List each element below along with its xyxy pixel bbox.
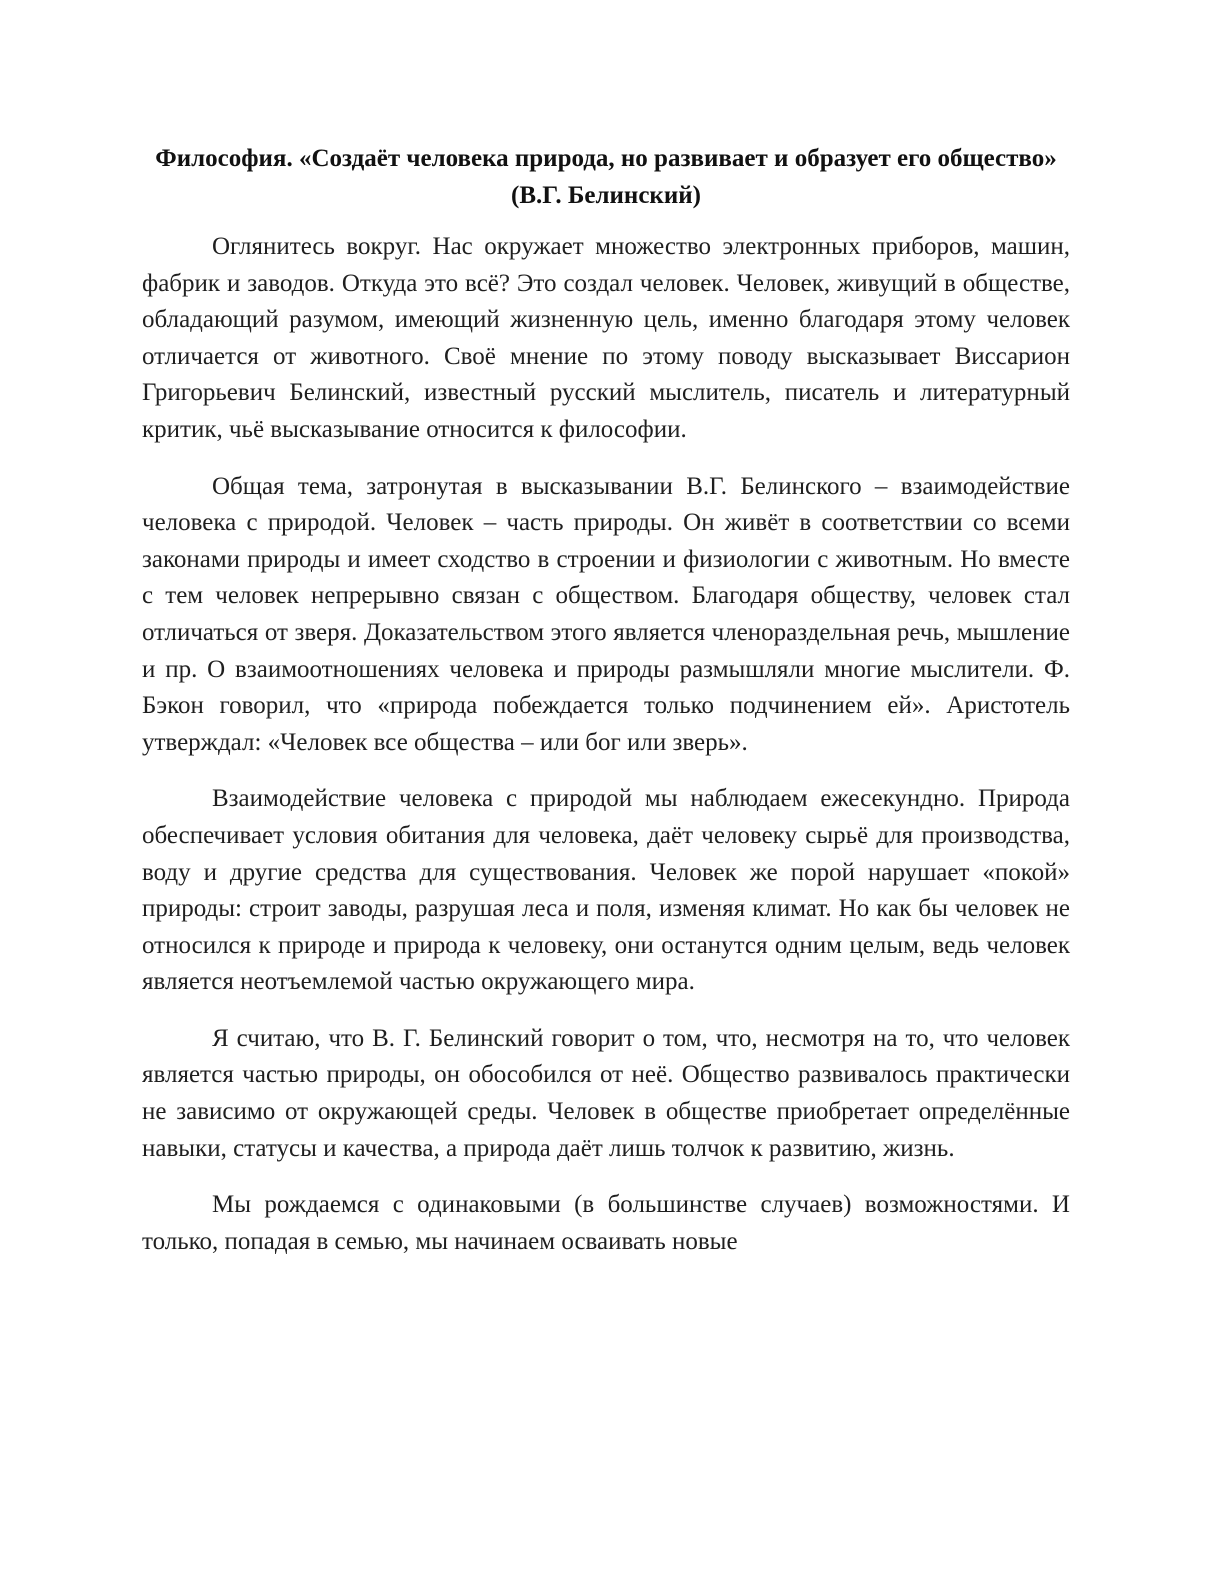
paragraph-theme: Общая тема, затронутая в высказывании В.Г. Белинского – взаимодействие человека с природой. Человек – часть природы. Он живёт в соответствии со всеми законами природы и имеет сходство в строении и физиологии с животным. Но вместе с тем человек непрерывно связан с обществом. Благодаря обществу, человек стал отличаться от зверя. Доказательством этого является членораздельная речь, мышление и пр. О взаимоотношениях человека и природы размышляли многие мыслители. Ф. Бэкон говорил, что «природа побеждается только подчинением ей». Аристотель утверждал: «Человек все общества – или бог или зверь». bbox=[142, 472, 1070, 756]
document-body bbox=[142, 140, 1070, 1260]
paragraph-intro: Оглянитесь вокруг. Нас окружает множество электронных приборов, машин, фабрик и заводов. Откуда это всё? Это создал человек. Человек, живущий в обществе, обладающий разумом, имеющий жизненную цель, именно благодаря этому человек отличается от животного. Своё мнение по этому поводу высказывает Виссарион Григорьевич Белинский, известный русский мыслитель, писатель и литературный критик, чьё высказывание относится к философии. bbox=[142, 233, 1070, 443]
paragraph-interaction: Взаимодействие человека с природой мы наблюдаем ежесекундно. Природа обеспечивает условия обитания для человека, даёт человеку сырьё для производства, воду и другие средства для существования. Человек же порой нарушает «покой» природы: строит заводы, разрушая леса и поля, изменяя климат. Но как бы человек не относился к природе и природа к человеку, они останутся одним целым, ведь человек является неотъемлемой частью окружающего мира. bbox=[142, 785, 1070, 996]
document-title: Философия. «Создаёт человека природа, но развивает и образует его общество» (В.Г. Белинский) bbox=[155, 145, 1057, 209]
paragraph-opinion: Я считаю, что В. Г. Белинский говорит о том, что, несмотря на то, что человек является частью природы, он обособился от неё. Общество развивалось практически не зависимо от окружающей среды. Человек в обществе приобретает определённые навыки, статусы и качества, а природа даёт лишь толчок к развитию, жизнь. bbox=[142, 1024, 1070, 1162]
paragraph-birth: Мы рождаемся с одинаковыми (в большинстве случаев) возможностями. И только, попадая в семью, мы начинаем осваивать новые bbox=[142, 1191, 1070, 1255]
